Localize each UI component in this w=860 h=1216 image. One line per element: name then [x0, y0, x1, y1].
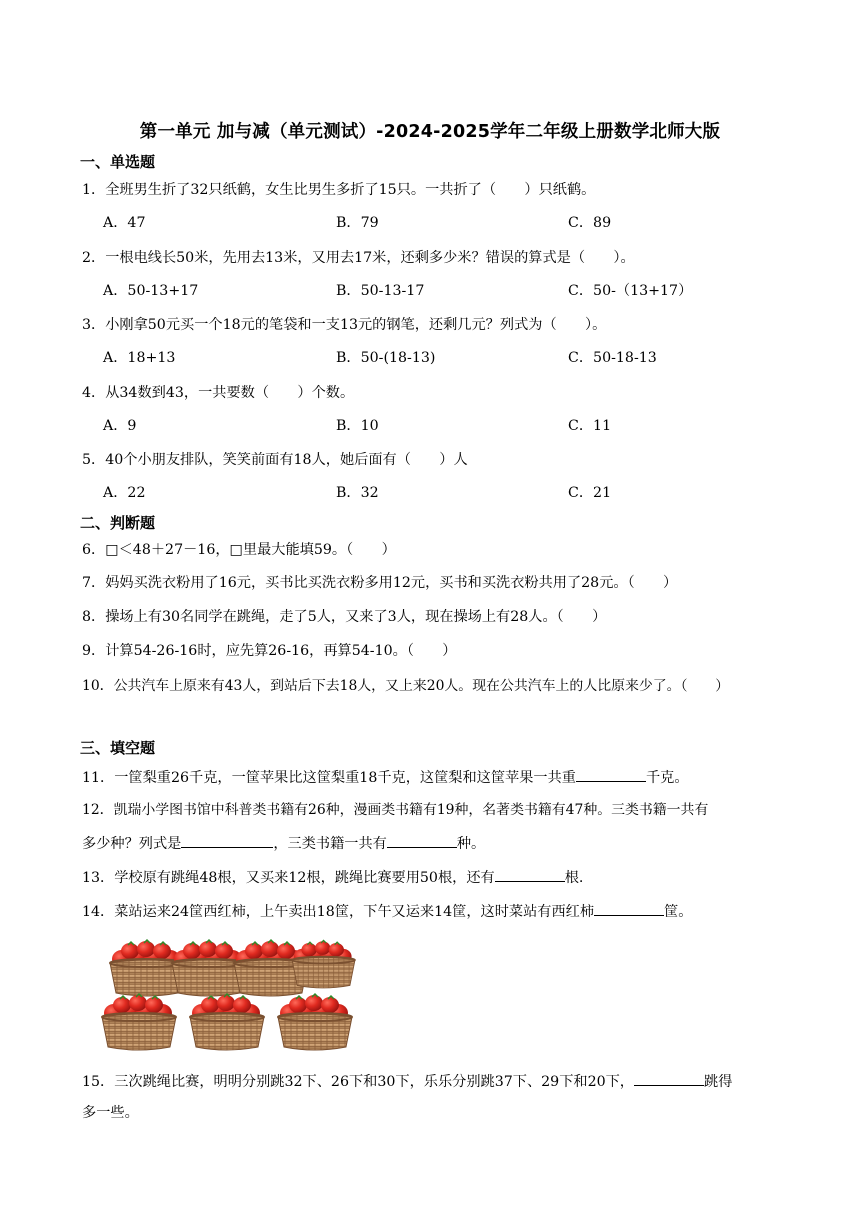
option-b: B．50-13-17 [336, 283, 425, 299]
option-a: A．22 [103, 485, 146, 501]
option-a: A．47 [103, 215, 146, 231]
option-b: B．10 [336, 418, 379, 434]
question-text: 跳得 [704, 1074, 733, 1090]
page-title: 第一单元 加与减（单元测试）-2024-2025学年二年级上册数学北师大版 [139, 122, 721, 142]
question-text: 根. [564, 870, 584, 886]
option-a: A．50-13+17 [103, 283, 199, 299]
option-c: C．21 [568, 485, 612, 501]
option-b: B．79 [336, 215, 379, 231]
question-7: 7．妈妈买洗衣粉用了16元，买书比买洗衣粉多用12元，买书和买洗衣粉共用了28元。（ ） [82, 575, 678, 591]
option-c: C．50-18-13 [568, 350, 657, 366]
answer-blank[interactable] [387, 832, 457, 848]
question-8: 8．操场上有30名同学在跳绳，走了5人，又来了3人，现在操场上有28人。（ ） [82, 609, 607, 625]
question-text: 千克。 [645, 770, 689, 786]
option-b: B．50-(18-13) [336, 350, 436, 366]
answer-blank[interactable] [634, 1070, 704, 1086]
answer-blank[interactable] [594, 900, 664, 916]
question-4: 4．从34数到43，一共要数（ ）个数。 [82, 385, 355, 401]
question-13 [82, 866, 583, 888]
question-2: 2．一根电线长50米，先用去13米，又用去17米，还剩多少米？错误的算式是（ ）。 [82, 250, 635, 266]
option-b: B．32 [336, 485, 379, 501]
question-10: 10．公共汽车上原来有43人，到站后下去18人，又上来20人。现在公共汽车上的人比原来少了。（ ） [82, 678, 730, 694]
question-14 [82, 900, 692, 922]
answer-blank[interactable] [495, 866, 565, 882]
question-text: 多少种？列式是 [82, 836, 182, 852]
option-c: C．50-（13+17） [568, 283, 693, 299]
question-9: 9．计算54-26-16时，应先算26-16，再算54-10。（ ） [82, 643, 457, 659]
tomato-baskets-image [100, 937, 362, 1057]
question-12: 12．凯瑞小学图书馆中科普类书籍有26种，漫画类书籍有19种，名著类书籍有47种。三类书籍一共有 [82, 802, 709, 818]
question-3: 3．小刚拿50元买一个18元的笔袋和一支13元的钢笔，还剩几元？列式为（ ）。 [82, 317, 607, 333]
option-c: C．11 [568, 418, 612, 434]
section-heading-fill-blank: 三、填空题 [80, 739, 156, 757]
question-text: ，三类书籍一共有 [273, 836, 387, 852]
question-5: 5．40个小朋友排队，笑笑前面有18人，她后面有（ ）人 [82, 452, 468, 468]
question-15 [82, 1070, 732, 1092]
section-heading-true-false: 二、判断题 [80, 514, 156, 532]
question-text: 15．三次跳绳比赛，明明分别跳32下、26下和30下，乐乐分别跳37下、29下和20下， [82, 1074, 634, 1090]
question-text: 种。 [456, 836, 486, 852]
question-text: 13．学校原有跳绳48根，又买来12根，跳绳比赛要用50根，还有 [82, 870, 495, 886]
question-12-continued [82, 832, 485, 854]
question-15-continued: 多一些。 [82, 1105, 139, 1121]
question-text: 11．一筐梨重26千克，一筐苹果比这筐梨重18千克，这筐梨和这筐苹果一共重 [82, 770, 576, 786]
section-heading-single-choice: 一、单选题 [80, 153, 156, 171]
question-11 [82, 766, 689, 788]
option-a: A．18+13 [103, 350, 176, 366]
question-1: 1．全班男生折了32只纸鹤，女生比男生多折了15只。一共折了（ ）只纸鹤。 [82, 182, 596, 198]
question-text: 筐。 [664, 904, 693, 920]
question-6: 6．□＜48＋27－16，□里最大能填59。（ ） [82, 542, 396, 558]
option-a: A．9 [103, 418, 137, 434]
option-c: C．89 [568, 215, 612, 231]
answer-blank[interactable] [181, 832, 273, 848]
answer-blank[interactable] [576, 766, 646, 782]
question-text: 14．菜站运来24筐西红柿，上午卖出18筐，下午又运来14筐，这时菜站有西红柿 [82, 904, 595, 920]
